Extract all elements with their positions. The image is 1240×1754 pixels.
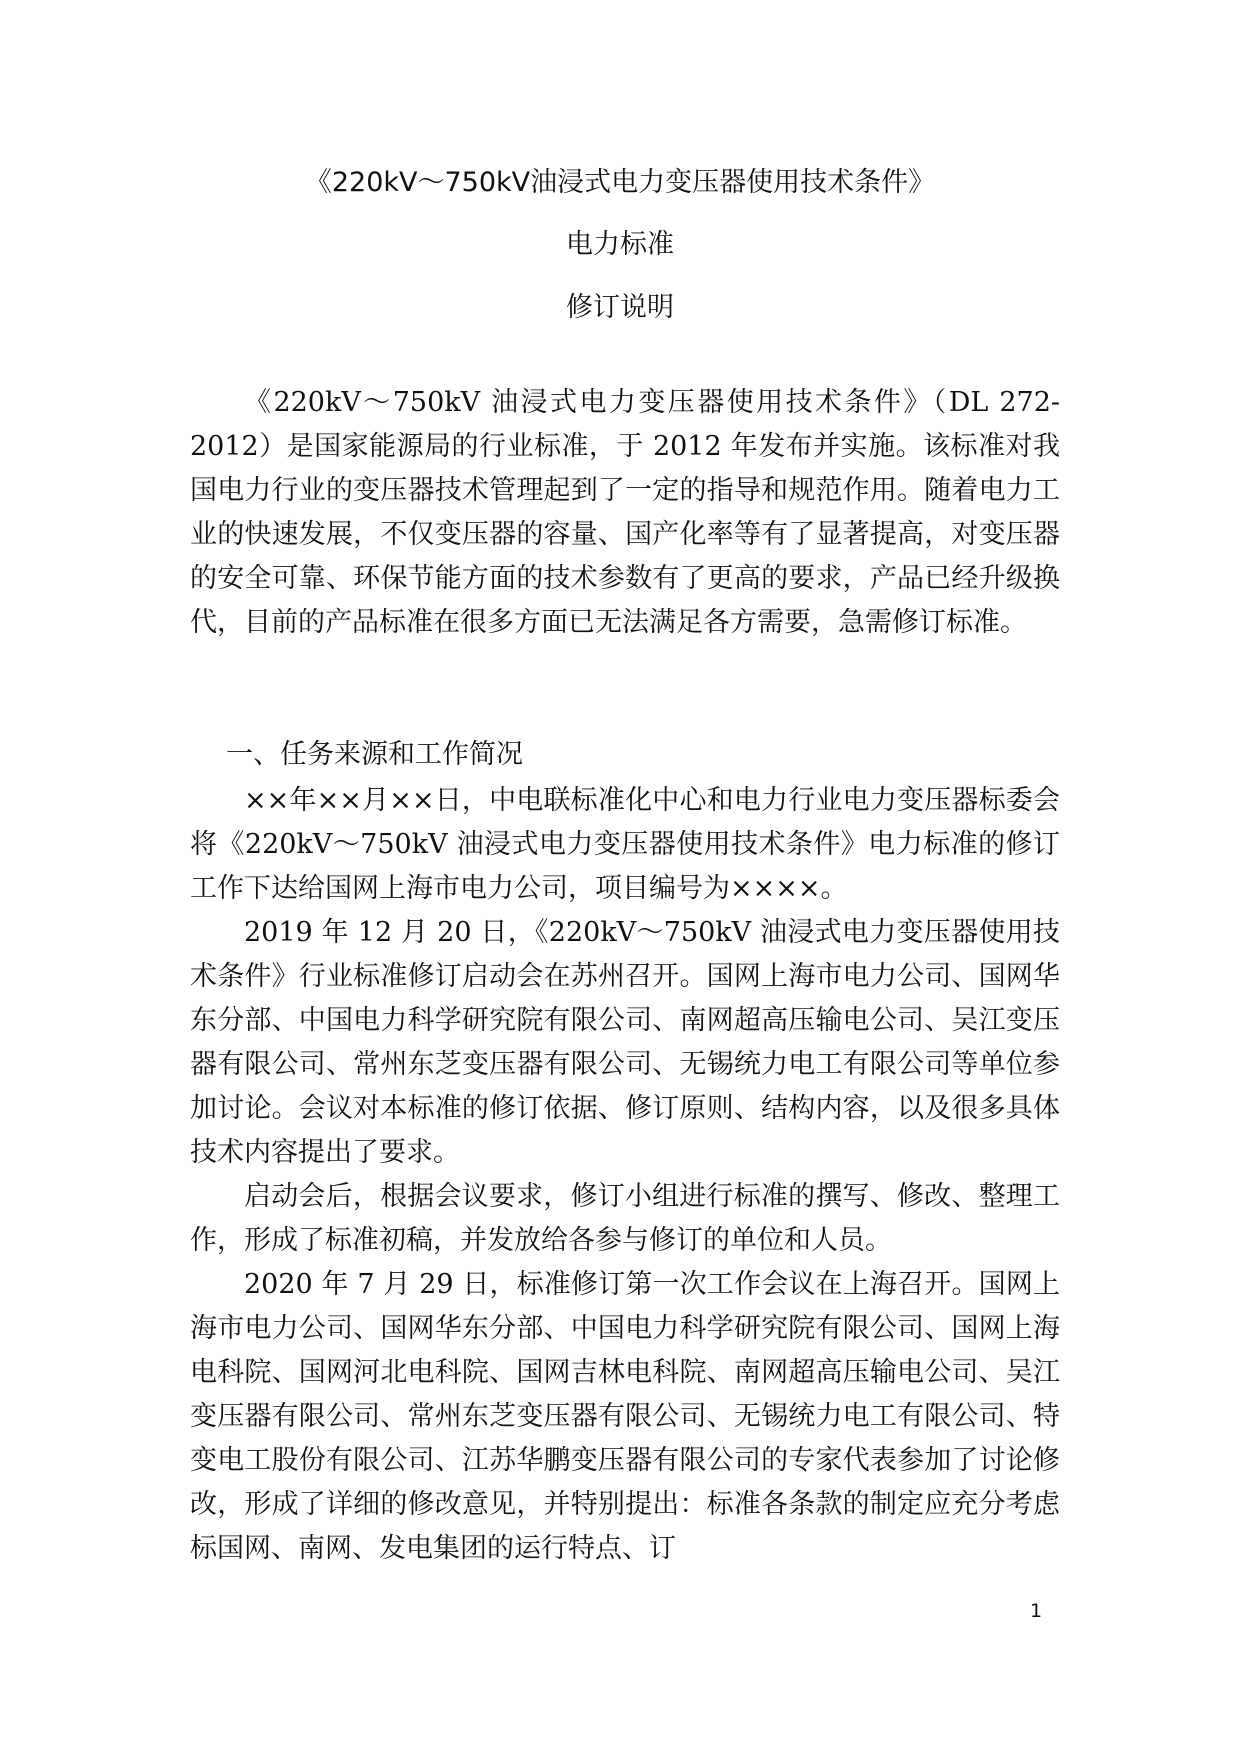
paragraph: 2020 年 7 月 29 日，标准修订第一次工作会议在上海召开。国网上海市电力公司、国网华东分部、中国电力科学研究院有限公司、国网上海电科院、国网河北电科院、国网吉林电科院、南网超高压输电公司、吴江变压器有限公司、常州东芝变压器有限公司、无锡统力电工有限公司、特变电工股份有限公司、江苏华鹏变压器有限公司的专家代表参加了讨论修改，形成了详细的修改意见，并特别提出：标准各条款的制定应充分考虑标国网、南网、发电集团的运行特点、订	[190, 1269, 1060, 1564]
page-number: 1	[1030, 1600, 1043, 1622]
paragraph: ××年××月××日，中电联标准化中心和电力行业电力变压器标委会将《220kV～750kV 油浸式电力变压器使用技术条件》电力标准的修订工作下达给国网上海市电力公司，项目编号为××××。	[190, 785, 1060, 904]
document-note-heading: 修订说明	[566, 292, 674, 323]
document-title: 《220kV～750kV油浸式电力变压器使用技术条件》	[304, 167, 936, 198]
intro-section	[190, 381, 1060, 645]
intro-paragraph: 《220kV～750kV 油浸式电力变压器使用技术条件》（DL 272-2012）是国家能源局的行业标准，于 2012 年发布并实施。该标准对我国电力行业的变压器技术管理起到了一定的指导和规范作用。随着电力工业的快速发展，不仅变压器的容量、国产化率等有了显著提高，对变压器的安全可靠、环保节能方面的技术参数有了更高的要求，产品已经升级换代，目前的产品标准在很多方面已无法满足各方需要，急需修订标准。	[190, 387, 1060, 638]
document-subtitle: 电力标准	[566, 229, 674, 260]
paragraph: 启动会后，根据会议要求，修订小组进行标准的撰写、修改、整理工作，形成了标准初稿，并发放给各参与修订的单位和人员。	[190, 1181, 1060, 1256]
section-body	[190, 779, 1060, 1571]
paragraph: 2019 年 12 月 20 日，《220kV～750kV 油浸式电力变压器使用技术条件》行业标准修订启动会在苏州召开。国网上海市电力公司、国网华东分部、中国电力科学研究院有限公司、南网超高压输电公司、吴江变压器有限公司、常州东芝变压器有限公司、无锡统力电工有限公司等单位参加讨论。会议对本标准的修订依据、修订原则、结构内容，以及很多具体技术内容提出了要求。	[190, 917, 1060, 1168]
section-heading: 一、任务来源和工作简况	[226, 739, 523, 770]
